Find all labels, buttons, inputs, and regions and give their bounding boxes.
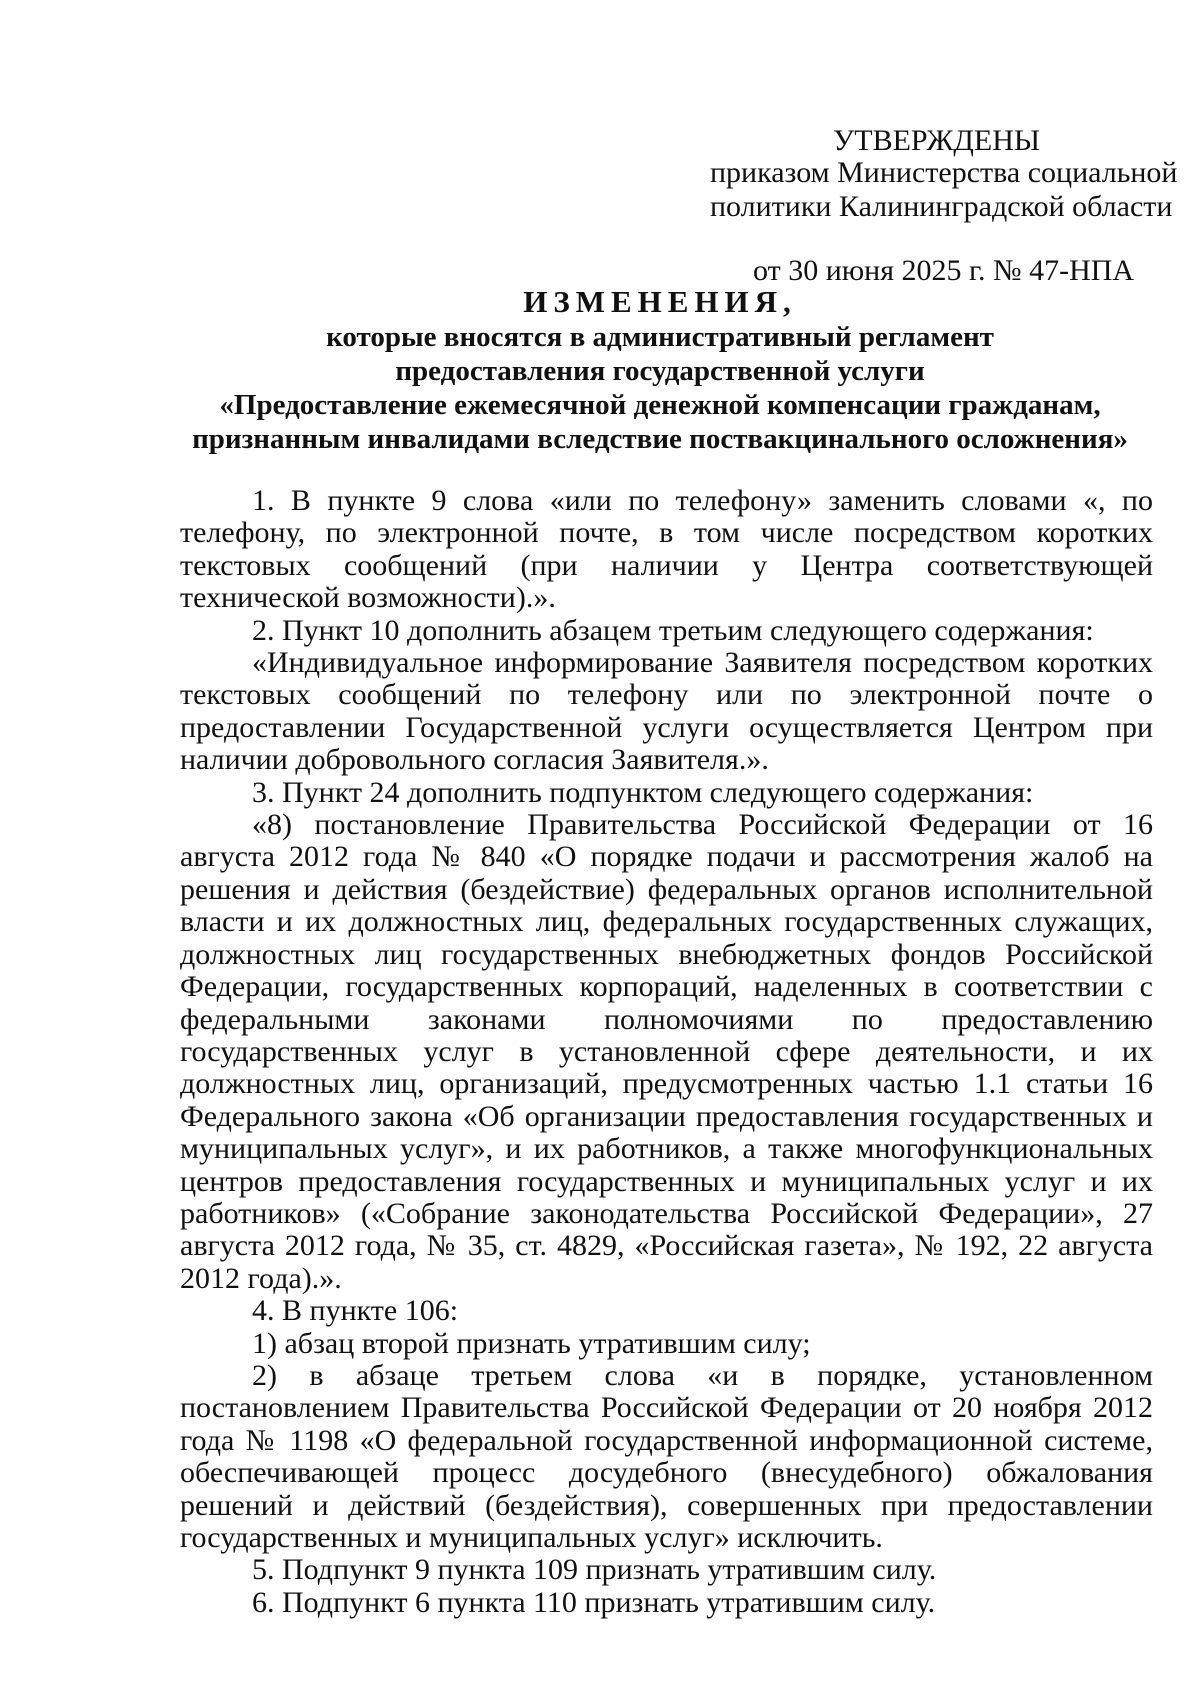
paragraph-10: 6. Подпункт 6 пункта 110 признать утратившим силу. xyxy=(252,1585,936,1619)
document-body xyxy=(180,485,1153,1619)
paragraph-5: «8) постановление Правительства Российской Федерации от 16 августа 2012 года № 840 «О порядке подачи и рассмотрения жалоб на решения и действия (бездействие) федеральных органов исполнительной власти и их должностных лиц, федеральных государственных служащих, должностных лиц государственных внебюджетных фондов Российской Федерации, государственных корпораций, наделенных в соответствии с федеральными законами полномочиями по предоставлению государственных услуг в установленной сфере деятельности, и их должностных лиц, организаций, предусмотренных частью 1.1 статьи 16 Федерального закона «Об организации предоставления государственных и муниципальных услуг», и их работников, а также многофункциональных центров предоставления государственных и муниципальных услуг и их работников» («Собрание законодательства Российской Федерации», 27 августа 2012 года, № 35, ст. 4829, «Российская газета», № 192, 22 августа 2012 года).». xyxy=(180,808,1153,1295)
approval-title: УТВЕРЖДЕНЫ xyxy=(833,124,1041,157)
approval-line-1: приказом Министерства социальной xyxy=(710,156,1178,189)
document-subtitle-line-4: признанным инвалидами вследствие поствакцинального осложнения» xyxy=(192,423,1128,455)
document-subtitle-line-2: предоставления государственной услуги xyxy=(395,355,925,387)
paragraph-7: 1) абзац второй признать утратившим силу; xyxy=(252,1326,811,1360)
paragraph-9: 5. Подпункт 9 пункта 109 признать утратившим силу. xyxy=(252,1553,937,1587)
document-subtitle-line-1: которые вносятся в административный регламент xyxy=(326,321,994,353)
paragraph-4: 3. Пункт 24 дополнить подпунктом следующего содержания: xyxy=(252,775,1034,809)
approval-date: от 30 июня 2025 г. № 47-НПА xyxy=(753,254,1135,287)
approval-line-2: политики Калининградской области xyxy=(710,190,1173,223)
paragraph-2: 2. Пункт 10 дополнить абзацем третьим следующего содержания: xyxy=(252,613,1094,647)
document-title: ИЗМЕНЕНИЯ, xyxy=(523,284,797,319)
paragraph-6: 4. В пункте 106: xyxy=(252,1294,459,1328)
paragraph-8: 2) в абзаце третьем слова «и в порядке, установленном постановлением Правительства Российской Федерации от 20 ноября 2012 года № 1198 «О федеральной государственной информационной системе, обеспечивающей процесс досудебного (внесудебного) обжалования решений и действий (бездействия), совершенных при предоставлении государственных и муниципальных услуг» исключить. xyxy=(180,1358,1153,1554)
paragraph-3: «Индивидуальное информирование Заявителя посредством коротких текстовых сообщений по телефону или по электронной почте о предоставлении Государственной услуги осуществляется Центром при наличии добровольного согласия Заявителя.». xyxy=(180,646,1153,777)
document-subtitle-line-3: «Предоставление ежемесячной денежной компенсации гражданам, xyxy=(219,389,1101,421)
paragraph-1: 1. В пункте 9 слова «или по телефону» заменить словами «, по телефону, по электронной почте, в том числе посредством коротких текстовых сообщений (при наличии у Центра соответствующей технической возможности).». xyxy=(180,484,1153,615)
